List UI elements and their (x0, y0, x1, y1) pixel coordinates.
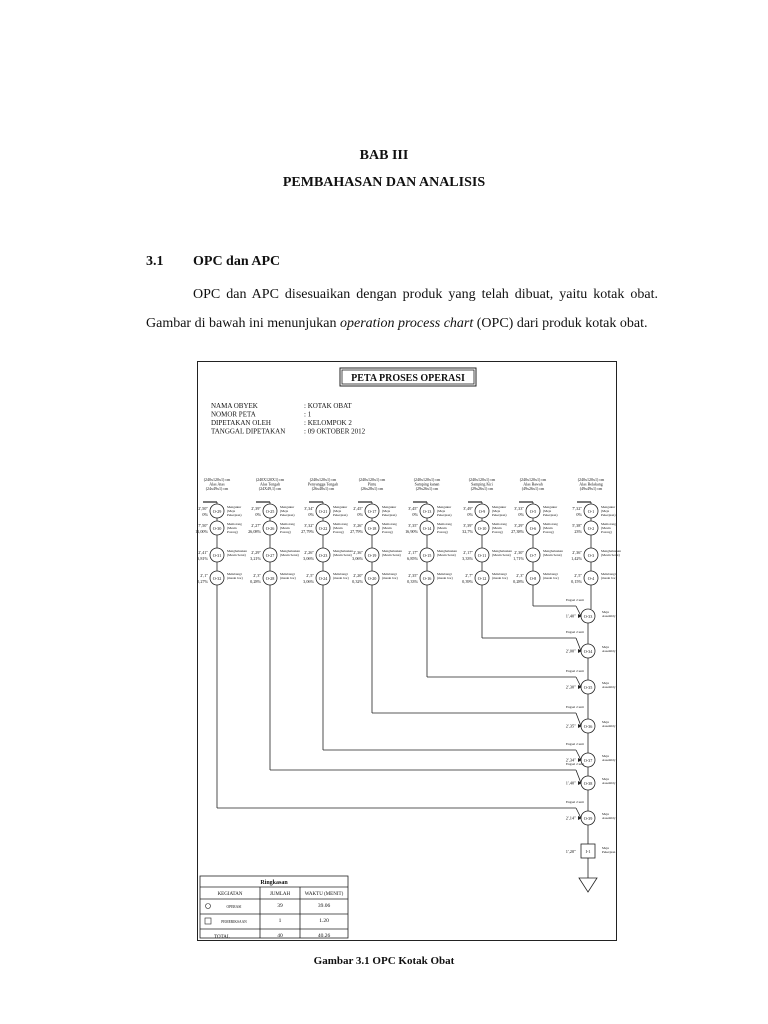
operation-percent: 0% (412, 512, 418, 517)
operation-desc: Mengukur (Meja Pekerjaan) (382, 505, 397, 517)
operation-time: 2',50" (198, 506, 208, 511)
info-value: : KOTAK OBAT (304, 402, 352, 410)
assembly-time: 1',40" (565, 780, 576, 786)
operation-desc: Menghaluskan (Mesin Serut) (492, 549, 512, 557)
operation-desc: Memotong (Mesin Potong) (333, 522, 348, 534)
chapter-heading: BAB III (359, 148, 409, 163)
operation-percent: 0% (308, 512, 314, 517)
operation-time: 2',3" (516, 573, 524, 578)
operation-desc: Mengukur (Meja Pekerjaan) (280, 505, 295, 517)
operation-percent: 27,79% (301, 529, 314, 534)
operation-percent: 3,33% (462, 556, 473, 561)
operation-id: O-16 (422, 575, 432, 581)
info-label: NAMA OBYEK (211, 402, 258, 410)
operation-id: O-27 (265, 552, 275, 558)
part-label: (240x120x1) cm Alas Bawah (49x26x1) cm (519, 477, 547, 492)
part-label: (240x120x1) cm Penyangga Tengah (26x48x1) cm (307, 477, 339, 492)
operation-percent: 0% (467, 512, 473, 517)
assembly-time: 2',35" (565, 723, 576, 729)
operation-desc: Melubangi (mesin bor) (280, 572, 296, 580)
paragraph-emphasis: operation process chart (340, 316, 474, 331)
operation-desc: Melubangi (mesin bor) (437, 572, 453, 580)
operation-time: 2',36" (572, 550, 582, 555)
operation-id: O-31 (212, 552, 222, 558)
assembly-desc: Meja Assembly (602, 610, 616, 618)
summary-row-name: PEMERIKSAAN (221, 920, 247, 924)
operation-desc: Memotong (Mesin Potong) (280, 522, 295, 534)
operation-desc: Memotong (Mesin Potong) (382, 522, 397, 534)
assembly-id: O-39 (583, 815, 593, 821)
operation-time: 3',34" (304, 506, 314, 511)
operation-time: 2',1" (200, 573, 208, 578)
operation-time: 2',17" (408, 550, 418, 555)
operation-desc: Memotong (Mesin Potong) (492, 522, 507, 534)
operation-time: 2',27" (251, 523, 261, 528)
operation-percent: 3,06% (352, 556, 363, 561)
operation-desc: Menghaluskan (Mesin Serut) (543, 549, 563, 557)
assembly-time: 2',30" (565, 684, 576, 690)
assembly-desc: Meja Assembly (602, 720, 616, 728)
summary-header: WAKTU (MENIT) (304, 892, 344, 897)
operation-id: O-24 (318, 575, 328, 581)
operation-time: 3',45" (408, 506, 418, 511)
operation-desc: Melubangi (mesin bor) (601, 572, 617, 580)
assembly-desc: Meja Assembly (602, 645, 616, 653)
info-label: TANGGAL DIPETAKAN (211, 427, 286, 436)
engsel-label: Engsel 2 unit (566, 669, 584, 673)
operation-desc: Menghaluskan (Mesin Serut) (382, 549, 402, 557)
inspection-desc: Meja Pekerjaan (602, 846, 616, 854)
storage-triangle (579, 878, 597, 892)
assembly-id: O-36 (583, 723, 593, 729)
assembly-time: 2',34" (565, 757, 576, 763)
operation-time: 2',45" (353, 506, 363, 511)
part-label: (240x120x1) cm Alas Belakang (49x49x1) cm (577, 477, 605, 492)
operation-id: O-1 (587, 508, 595, 514)
operation-time: 3',35" (408, 523, 418, 528)
operation-time: 3',49" (463, 506, 473, 511)
assembly-time: 2',14" (565, 815, 576, 821)
inspection-id: I-1 (585, 849, 591, 854)
operation-desc: Mengukur (Meja Pekerjaan) (333, 505, 348, 517)
chart-title: PETA PROSES OPERASI (351, 373, 465, 384)
engsel-label: Engsel 2 unit (566, 762, 584, 766)
operation-percent: 6,85% (407, 556, 418, 561)
operation-time: 7',32" (572, 506, 582, 511)
assembly-desc: Meja Assembly (602, 812, 616, 820)
operation-percent: 3,81% (197, 556, 208, 561)
chapter-title: PEMBAHASAN DAN ANALISIS (282, 175, 486, 190)
assembly-id: O-34 (583, 648, 593, 654)
operation-id: O-14 (422, 525, 432, 531)
operation-percent: 23% (574, 529, 582, 534)
operation-id: O-25 (265, 508, 275, 514)
operation-id: O-30 (212, 525, 222, 531)
operation-id: O-4 (587, 575, 595, 581)
operation-percent: 3,06% (303, 579, 314, 584)
feed-line (576, 713, 581, 726)
summary-title: Ringkasan (260, 880, 288, 886)
summary-header: JUMLAH (269, 892, 291, 897)
summary-row-count: 1 (278, 918, 282, 924)
figure-caption: Gambar 3.1 OPC Kotak Obat (313, 955, 455, 967)
operation-id: O-3 (587, 552, 595, 558)
operation-desc: Menghaluskan (Mesin Serut) (280, 549, 300, 557)
operation-time: 3',39" (463, 523, 473, 528)
operation-percent: 11,00% (195, 529, 208, 534)
operation-time: 2',35" (408, 573, 418, 578)
operation-id: O-21 (318, 508, 328, 514)
info-value: : KELOMPOK 2 (304, 419, 352, 427)
operation-desc: Mengukur (Meja Pekerjaan) (492, 505, 507, 517)
operation-percent: 3,06% (303, 556, 314, 561)
operation-time: 2',5" (306, 573, 314, 578)
assembly-time: 1',40" (565, 613, 576, 619)
operation-percent: 1,42% (571, 556, 582, 561)
operation-percent: 0,28% (513, 579, 524, 584)
paragraph-text-2: (OPC) dari produk kotak obat. (473, 316, 648, 331)
operation-desc: Mengukur (Meja Pekerjaan) (227, 505, 242, 517)
inspection-time: 1',20" (565, 849, 576, 854)
operation-time: 2',17" (463, 550, 473, 555)
inspection-symbol-icon (205, 918, 211, 924)
part-label: (240x120x1) cm Samping kanan (29x26x1) cm (413, 477, 441, 492)
operation-id: O-32 (212, 575, 222, 581)
assembly-desc: Meja Assembly (602, 777, 616, 785)
summary-row-count: 40 (277, 933, 283, 939)
operation-time: 2',39" (251, 506, 261, 511)
part-label: (240X120X1) cm Alas Tengah (24X49,1) cm (255, 477, 285, 492)
feed-line (576, 638, 581, 651)
operation-desc: Memotong (Mesin Potong) (227, 522, 242, 534)
operation-percent: 0% (518, 512, 524, 517)
operation-percent: 27,38% (511, 529, 524, 534)
operation-desc: Melubangi (mesin bor) (543, 572, 559, 580)
operation-desc: Mengukur (Meja Pekerjaan) (437, 505, 452, 517)
assembly-desc: Meja Assembly (602, 754, 616, 762)
operation-id: O-2 (587, 525, 595, 531)
summary-row-count: 39 (277, 903, 283, 909)
section-number: 3.1 (146, 254, 164, 269)
operation-id: O-17 (367, 508, 377, 514)
operation-time: 2',3" (253, 573, 261, 578)
operation-time: 7',50" (198, 523, 208, 528)
operation-percent: 32,7% (462, 529, 473, 534)
operation-time: 2',41" (198, 550, 208, 555)
operation-desc: Mengukur (Meja Pekerjaan) (543, 505, 558, 517)
operation-percent: 0,27% (197, 579, 208, 584)
assembly-id: O-33 (583, 613, 593, 619)
operation-id: O-7 (529, 552, 537, 558)
assembly-id: O-38 (583, 780, 593, 786)
operation-percent: 0% (202, 512, 208, 517)
operation-desc: Melubangi (mesin bor) (492, 572, 508, 580)
operation-symbol-icon (206, 904, 211, 909)
operation-id: O-26 (265, 525, 275, 531)
section-title: OPC dan APC (193, 254, 281, 269)
operation-id: O-11 (477, 552, 487, 558)
operation-desc: Melubangi (mesin bor) (333, 572, 349, 580)
info-label: DIPETAKAN OLEH (211, 419, 271, 427)
operation-percent: 0,28% (250, 579, 261, 584)
operation-percent: 1,71% (513, 556, 524, 561)
operation-percent: 0% (357, 512, 363, 517)
assembly-desc: Meja Assembly (602, 681, 616, 689)
operation-percent: 27,79% (350, 529, 363, 534)
operation-desc: Menghaluskan (Mesin Serut) (227, 549, 247, 557)
summary-row-name: TOTAL (214, 935, 230, 940)
operation-time: 2',36" (353, 550, 363, 555)
assembly-time: 2',00" (565, 648, 576, 654)
paragraph-text-1: OPC dan APC disesuaikan dengan produk yang telah dibuat, yaitu kotak obat. Gambar di bawah ini menunjukan (146, 287, 658, 331)
operation-time: 3',33" (514, 506, 524, 511)
operation-id: O-8 (529, 575, 537, 581)
part-label: (240x120x1) cm Pintu (26x28x1) cm (358, 477, 386, 492)
operation-id: O-29 (212, 508, 222, 514)
engsel-label: Engsel 2 unit (566, 598, 584, 602)
operation-time: 2',29" (251, 550, 261, 555)
operation-time: 3',32" (304, 523, 314, 528)
operation-desc: Melubangi (mesin bor) (227, 572, 243, 580)
operation-id: O-12 (477, 575, 487, 581)
operation-percent: 0,39% (462, 579, 473, 584)
operation-desc: Melubangi (mesin bor) (382, 572, 398, 580)
operation-time: 5',38" (572, 523, 582, 528)
operation-id: O-28 (265, 575, 275, 581)
operation-time: 3',29" (514, 523, 524, 528)
operation-desc: Memotong (Mesin Potong) (543, 522, 558, 534)
operation-percent: 3,21% (250, 556, 261, 561)
operation-id: O-15 (422, 552, 432, 558)
operation-percent: 0,33% (407, 579, 418, 584)
section-paragraph (146, 280, 658, 338)
operation-id: O-9 (478, 508, 486, 514)
operation-time: 2',20" (353, 573, 363, 578)
operation-percent: 0,15% (571, 579, 582, 584)
feed-line (576, 770, 581, 783)
operation-desc: Memotong (Mesin Potong) (437, 522, 452, 534)
operation-desc: Menghaluskan (Mesin Serut) (601, 549, 621, 557)
operation-time: 2',5" (574, 573, 582, 578)
operation-percent: 16,90% (405, 529, 418, 534)
info-value: : 09 OKTOBER 2012 (304, 427, 366, 436)
operation-percent: 26,08% (248, 529, 261, 534)
operation-id: O-10 (477, 525, 487, 531)
engsel-label: Engsel 2 unit (566, 742, 584, 746)
operation-percent: 0% (576, 512, 582, 517)
operation-desc: Memotong (Mesin Potong) (601, 522, 616, 534)
info-label: NOMOR PETA (211, 410, 256, 419)
summary-header: KEGIATAN (217, 892, 243, 897)
operation-desc: Menghaluskan (Mesin Serut) (437, 549, 457, 557)
engsel-label: Engsel 2 unit (566, 800, 584, 804)
assembly-id: O-37 (583, 757, 593, 763)
operation-time: 2',30" (514, 550, 524, 555)
operation-percent: 0% (255, 512, 261, 517)
part-label: (240x120x1) cm Samping Kiri (29x26x1) cm (468, 477, 496, 492)
operation-id: O-22 (318, 525, 328, 531)
operation-id: O-5 (529, 508, 537, 514)
operation-time: 2',7" (465, 573, 473, 578)
summary-row-name: OPERASI (226, 905, 242, 909)
engsel-label: Engsel 2 unit (566, 705, 584, 709)
operation-id: O-20 (367, 575, 377, 581)
info-value: : 1 (304, 410, 312, 419)
part-label: (240x120x1) cm Alas Atas (24x49x1) cm (203, 477, 231, 492)
operation-percent: 0,32% (352, 579, 363, 584)
summary-row-time: 39.06 (317, 903, 331, 909)
operation-id: O-13 (422, 508, 432, 514)
operation-desc: Menghaluskan (Mesin Serut) (333, 549, 353, 557)
operation-id: O-23 (318, 552, 328, 558)
operation-id: O-18 (367, 525, 377, 531)
summary-row-time: 1.20 (319, 918, 329, 924)
operation-desc: Mengukur (Meja Pekerjaan) (601, 505, 616, 517)
operation-id: O-19 (367, 552, 377, 558)
assembly-id: O-35 (583, 684, 593, 690)
operation-id: O-6 (529, 525, 537, 531)
engsel-label: Engsel 2 unit (566, 630, 584, 634)
opc-chart-frame (195, 361, 621, 941)
operation-time: 2',26" (304, 550, 314, 555)
summary-row-time: 40.26 (317, 933, 331, 939)
operation-time: 3',26" (353, 523, 363, 528)
opc-chart (195, 362, 621, 942)
